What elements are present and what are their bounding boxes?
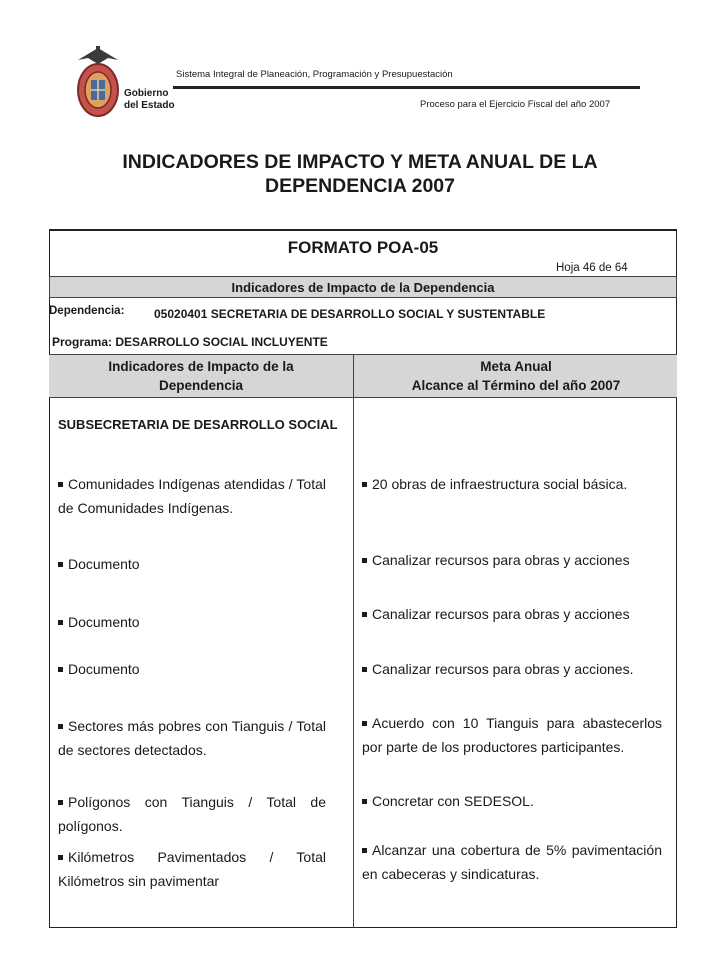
- header-divider: [173, 86, 640, 89]
- bullet-icon: [58, 667, 63, 672]
- bullet-icon: [58, 724, 63, 729]
- bullet-icon: [362, 799, 367, 804]
- dependencia-label: Dependencia:: [49, 305, 125, 317]
- sheet-number: Hoja 46 de 64: [556, 262, 628, 274]
- table-row-goal: Canalizar recursos para obras y acciones.: [362, 657, 662, 681]
- fiscal-process-label: Proceso para el Ejercicio Fiscal del año 2007: [420, 99, 611, 110]
- table-row-goal: 20 obras de infraestructura social básica.: [362, 472, 662, 496]
- bullet-icon: [362, 612, 367, 617]
- table-row-indicator: Documento: [58, 657, 326, 681]
- table-row-indicator: Polígonos con Tianguis / Total de polígonos.: [58, 794, 326, 834]
- bullet-icon: [58, 620, 63, 625]
- bullet-icon: [58, 482, 63, 487]
- column-header-indicators: Indicadores de Impacto de la Dependencia: [108, 359, 294, 393]
- government-label: Gobierno del Estado: [124, 88, 175, 111]
- bullet-icon: [58, 562, 63, 567]
- table-row-indicator: Documento: [58, 610, 326, 634]
- column-divider: [353, 354, 354, 928]
- table-row-indicator: Documento: [58, 552, 326, 576]
- bullet-icon: [58, 855, 63, 860]
- table-row-goal: Canalizar recursos para obras y acciones: [362, 548, 662, 572]
- state-coat-of-arms-logo: [74, 44, 122, 120]
- system-name: Sistema Integral de Planeación, Programación y Presupuestación: [176, 69, 453, 80]
- bullet-icon: [58, 800, 63, 805]
- section-title-band: Indicadores de Impacto de la Dependencia: [49, 276, 677, 298]
- table-row-goal: Acuerdo con 10 Tianguis para abastecerlos por parte de los productores participantes.: [362, 715, 662, 755]
- table-row-goal: Alcanzar una cobertura de 5% pavimentación en cabeceras y sindicaturas.: [362, 842, 662, 882]
- table-row-goal: Canalizar recursos para obras y acciones: [362, 602, 662, 626]
- table-row-goal: Concretar con SEDESOL.: [362, 789, 662, 813]
- bullet-icon: [362, 558, 367, 563]
- bullet-icon: [362, 482, 367, 487]
- page-title: INDICADORES DE IMPACTO Y META ANUAL DE LA DEPENDENCIA 2007: [122, 151, 598, 197]
- table-row-indicator: Kilómetros Pavimentados / Total Kilómetros sin pavimentar: [58, 849, 326, 889]
- bullet-icon: [362, 721, 367, 726]
- table-header-row: [49, 354, 677, 398]
- programa-label: Programa: DESARROLLO SOCIAL INCLUYENTE: [52, 335, 328, 349]
- form-name: FORMATO POA-05: [287, 238, 439, 257]
- bullet-icon: [362, 848, 367, 853]
- column-header-annual-goal: Meta Anual Alcance al Término del año 2007: [411, 359, 621, 393]
- table-row-indicator: Sectores más pobres con Tianguis / Total de sectores detectados.: [58, 718, 326, 758]
- subsecretaria-heading: SUBSECRETARIA DE DESARROLLO SOCIAL: [58, 417, 338, 432]
- dependencia-value: 05020401 SECRETARIA DE DESARROLLO SOCIAL Y SUSTENTABLE: [154, 307, 546, 321]
- table-row-indicator: Comunidades Indígenas atendidas / Total de Comunidades Indígenas.: [58, 476, 326, 516]
- bullet-icon: [362, 667, 367, 672]
